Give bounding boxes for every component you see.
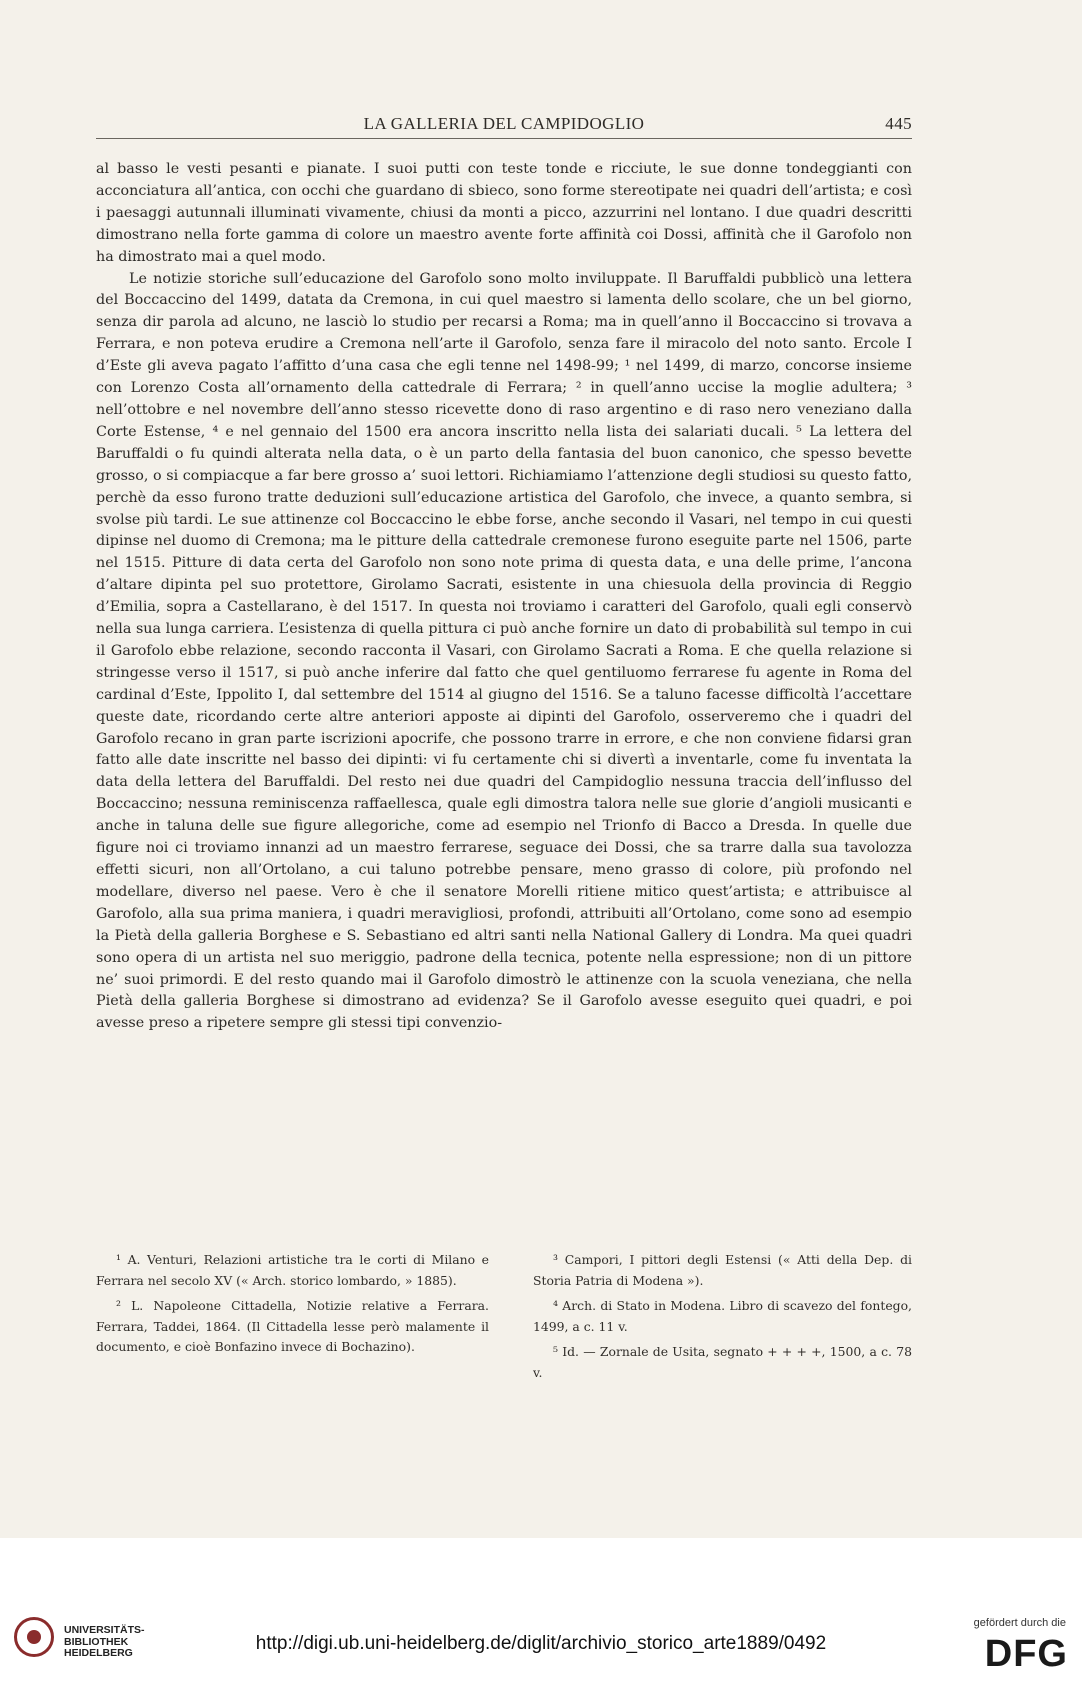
body-text (96, 159, 912, 1035)
page-number: 445 (885, 114, 912, 133)
footnote: ³ Campori, I pittori degli Estensi (« Atti della Dep. di Storia Patria di Modena »). (533, 1252, 912, 1288)
page-url-link[interactable]: http://digi.ub.uni-heidelberg.de/diglit/archivio_storico_arte1889/0492 (255, 1633, 827, 1654)
funded-by-label: gefördert durch die (973, 1617, 1066, 1629)
library-name-line: HEIDELBERG (64, 1647, 133, 1659)
running-title: LA GALLERIA DEL CAMPIDOGLIO (363, 114, 645, 133)
dfg-logo: DFG (984, 1633, 1068, 1675)
viewer-footer (0, 1538, 1082, 1685)
library-name-line: UNIVERSITÄTS- (64, 1624, 145, 1636)
footnotes-left-column (96, 1250, 489, 1363)
footnote: ² L. Napoleone Cittadella, Notizie relative a Ferrara. Ferrara, Taddei, 1864. (Il Cittadella lesse però malamente il documento, e cioè Bonfazino invece di Bochazino). (96, 1298, 489, 1354)
paragraph: Le notizie storiche sull’educazione del Garofolo sono molto inviluppate. Il Baruffaldi pubblicò una lettera del Boccaccino del 1499, datata da Cremona, in cui quel maestro si lamenta dello scolare, che un bel giorno, senza dir parola ad alcuno, ne lasciò lo studio per recarsi a Roma; ma in quell’anno il Boccaccino si trovava a Ferrara, e non poteva erudire a Cremona nell’arte il Garofolo, senza fare il miracolo del noto santo. Ercole I d’Este gli aveva pagato l’affitto d’una casa che egli tenne nel 1498-99; ¹ nel 1499, di marzo, concorse insieme con Lorenzo Costa all’ornamento della cattedrale di Ferrara; ² in quell’anno uccise la moglie adultera; ³ nell’ottobre e nel novembre dell’anno stesso ricevette dono di raso argentino e di raso nero veneziano dalla Corte Estense, ⁴ e nel gennaio del 1500 era ancora inscritto nella lista dei salariati ducali. ⁵ La lettera del Baruffaldi o fu quindi alterata nella data, o è un parto della fantasia del buon canonico, che spesso bevette grosso, o si compiacque a far bere grosso a’ suoi lettori. Richiamiamo l’attenzione degli studiosi su questo fatto, perchè da esso furono tratte deduzioni sull’educazione artistica del Garofolo, che invece, a quanto sembra, si svolse più tardi. Le sue attinenze col Boccaccino le ebbe forse, anche secondo il Vasari, nel tempo in cui questi dipinse nel duomo di Cremona; ma le pitture della cattedrale cremonese furono eseguite parte nel 1506, parte nel 1515. Pitture di data certa del Garofolo non sono note prima di questa data, e una delle prime, l’ancona d’altare dipinta pel suo protettore, Girolamo Sacrati, esistente in una chiesuola della provincia di Reggio d’Emilia, sopra a Castellarano, è del 1517. In questa noi troviamo i caratteri del Garofolo, quali egli conservò nella sua lunga carriera. L’esistenza di quella pittura ci può anche fornire un dato di probabilità sul tempo in cui il Garofolo ebbe relazione, secondo racconta il Vasari, con Girolamo Sacrati a Roma. E che quella relazione si stringesse verso il 1517, si può anche inferire dal fatto che quel gentiluomo ferrarese fu agente in Roma del cardinal d’Este, Ippolito I, dal settembre del 1514 al giugno del 1516. Se a taluno facesse difficoltà l’accettare queste date, ricordando certe altre anteriori apposte ai dipinti del Garofolo, osserveremo che i quadri del Garofolo recano in gran parte iscrizioni apocrife, che possono trarre in errore, e che non conviene fidarsi gran fatto alle date inscritte nel basso dei dipinti: vi fu certamente chi si divertì a inventarle, come fu inventata la data della lettera del Baruffaldi. Del resto nei due quadri del Campidoglio nessuna traccia dell’influsso del Boccaccino; nessuna reminiscenza raffaellesca, quale egli dimostra talora nelle sue glorie d’angioli musicanti e anche in taluna delle sue figure allegoriche, come ad esempio nel Trionfo di Bacco a Dresda. In quelle due figure noi ci troviamo innanzi ad un maestro ferrarese, seguace dei Dossi, che sa trarre dalla sua tavolozza effetti sicuri, non all’Ortolano, a cui taluno potrebbe pensare, meno grasso di colore, più profondo nel modellare, diverso nel paese. Vero è che il senatore Morelli ritiene mitico quest’artista; e attribuisce al Garofolo, alla sua prima maniera, i quadri meravigliosi, profondi, attribuiti all’Ortolano, come sono ad esempio la Pietà della galleria Borghese e S. Sebastiano ed altri santi nella National Gallery di Londra. Ma quei quadri sono opera di un artista nel suo meriggio, padrone della tecnica, potente nella espressione; non di un pittore ne’ suoi primordi. E del resto quando mai il Garofolo dimostrò le attinenze con la scuola veneziana, che nella Pietà della galleria Borghese si dimostrano ad evidenza? Se il Garofolo avesse eseguito quei quadri, e poi avesse preso a ripetere sempre gli stessi tipi convenzio- (96, 270, 912, 1032)
footnote: ⁴ Arch. di Stato in Modena. Libro di scavezo del fontego, 1499, a c. 11 v. (533, 1298, 912, 1334)
footnote: ⁵ Id. — Zornale de Usita, segnato + + + +, 1500, a c. 78 v. (533, 1344, 912, 1380)
footnotes-right-column (533, 1250, 912, 1388)
footnote: ¹ A. Venturi, Relazioni artistiche tra le corti di Milano e Ferrara nel secolo XV (« Arch. storico lombardo, » 1885). (96, 1252, 489, 1288)
paragraph: al basso le vesti pesanti e pianate. I suoi putti con teste tonde e ricciute, le sue donne tondeggianti con acconciatura all’antica, con occhi che guardano di sbieco, sono forme stereotipate nei quadri dell’artista; e così i paesaggi autunnali illuminati vivamente, chiusi da monti a picco, azzurrini nel lontano. I due quadri descritti dimostrano nella forte gamma di colore un maestro avente forte affinità coi Dossi, affinità che il Garofolo non ha dimostrato mai a quel modo. (96, 161, 912, 265)
running-head (96, 112, 912, 139)
library-name-line: BIBLIOTHEK (64, 1635, 129, 1648)
